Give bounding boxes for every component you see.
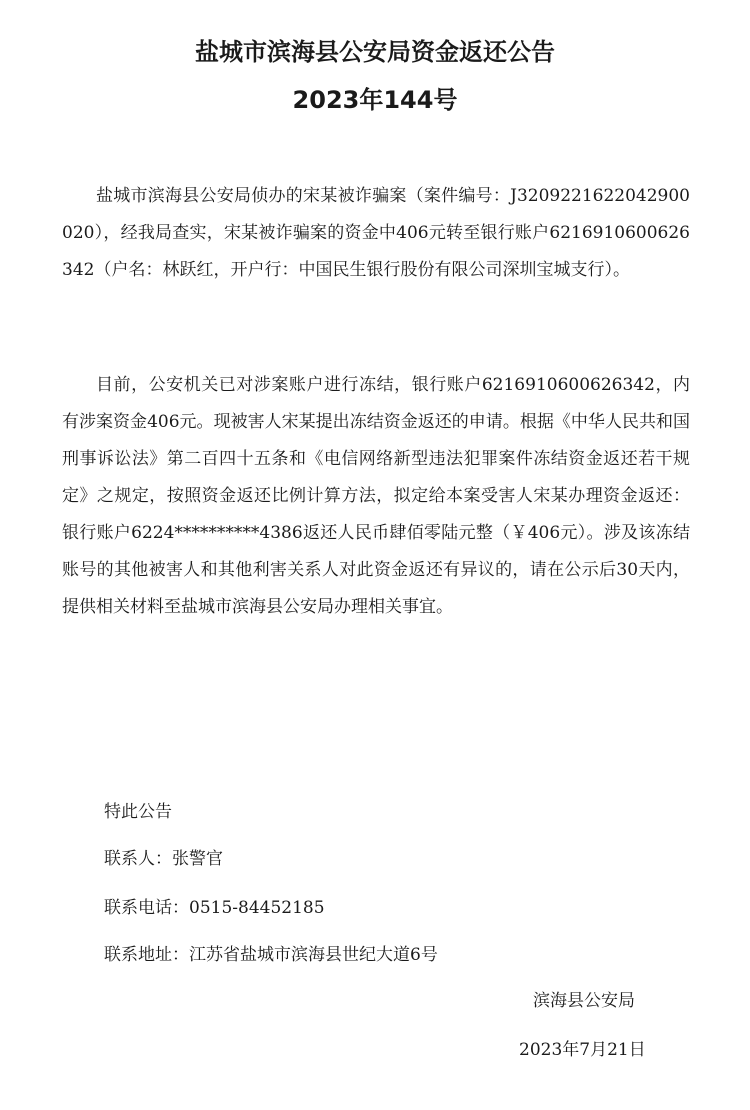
- contact-person: 联系人：张警官: [104, 849, 223, 869]
- issue-date: 2023年7月21日: [519, 1040, 646, 1060]
- notice-number: 2023年144号: [292, 86, 458, 114]
- closing-text: 特此公告: [104, 802, 172, 822]
- body-paragraph-2: 目前，公安机关已对涉案账户进行冻结，银行账户6216910600626342，内有涉案资金406元。现被害人宋某提出冻结资金返还的申请。根据《中华人民共和国刑事诉讼法》第二百四十五条和《电信网络新型违法犯罪案件冻结资金返还若干规定》之规定，按照资金返还比例计算方法，拟定给本案受害人宋某办理资金返还：银行账户6224**********4386返还人民币肆佰零陆元整（￥406元）。涉及该冻结账号的其他被害人和其他利害关系人对此资金返还有异议的，请在公示后30天内，提供相关材料至盐城市滨海县公安局办理相关事宜。: [62, 375, 690, 617]
- contact-phone: 联系电话：0515-84452185: [104, 898, 325, 918]
- contact-address: 联系地址：江苏省盐城市滨海县世纪大道6号: [104, 945, 438, 965]
- body-paragraph-1: 盐城市滨海县公安局侦办的宋某被诈骗案（案件编号：J3209221622042900020），经我局查实，宋某被诈骗案的资金中406元转至银行账户6216910600626342（户名：林跃红，开户行：中国民生银行股份有限公司深圳宝城支行）。: [62, 186, 690, 280]
- issuer-name: 滨海县公安局: [533, 991, 635, 1011]
- notice-title: 盐城市滨海县公安局资金返还公告: [195, 38, 555, 66]
